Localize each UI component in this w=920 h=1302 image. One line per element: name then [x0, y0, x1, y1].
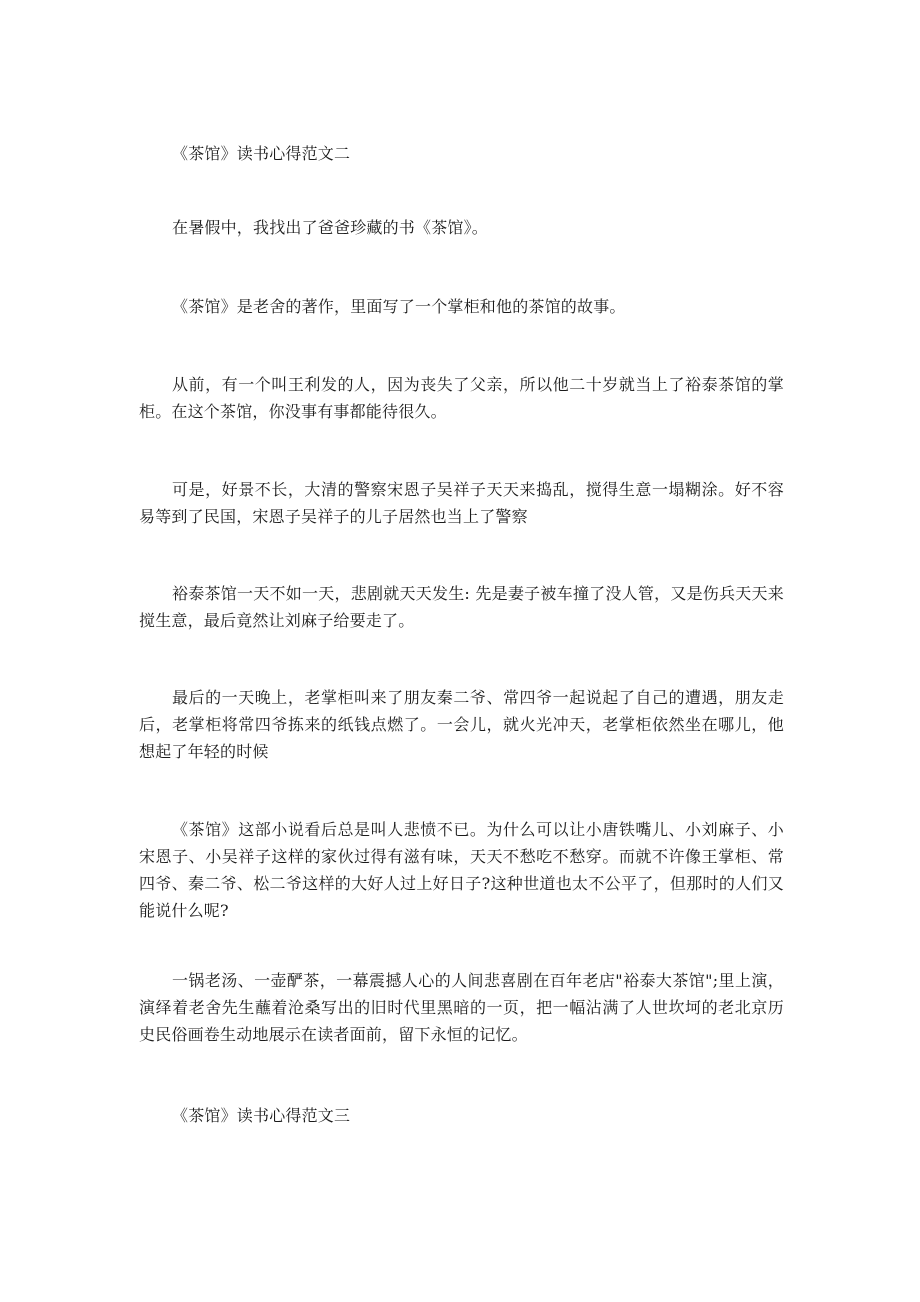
paragraph-7: 《茶馆》这部小说看后总是叫人悲愤不已。为什么可以让小唐铁嘴儿、小刘麻子、小宋恩子、小吴祥子这样的家伙过得有滋有味，天天不愁吃不愁穿。而就不许像王掌柜、常四爷、秦二爷、松二爷这样的大好人过上好日子?这种世道也太不公平了，但那时的人们又能说什么呢? — [139, 820, 784, 920]
heading-essay-two: 《茶馆》读书心得范文二 — [172, 144, 351, 163]
paragraph-1: 在暑假中，我找出了爸爸珍藏的书《茶馆》。 — [172, 218, 489, 237]
paragraph-6: 最后的一天晚上，老掌柜叫来了朋友秦二爷、常四爷一起说起了自己的遭遇，朋友走后，老掌柜将常四爷拣来的纸钱点燃了。一会儿，就火光冲天，老掌柜依然坐在哪儿，他想起了年轻的时候 — [139, 688, 784, 761]
paragraph-2: 《茶馆》是老舍的著作，里面写了一个掌柜和他的茶馆的故事。 — [172, 297, 626, 316]
paragraph-8: 一锅老汤、一壶酽茶，一幕震撼人心的人间悲喜剧在百年老店"裕泰大茶馆";里上演，演绎着老舍先生蘸着沧桑写出的旧时代里黑暗的一页，把一幅沾满了人世坎坷的老北京历史民俗画卷生动地展示在读者面前，留下永恒的记忆。 — [139, 971, 784, 1044]
paragraph-3: 从前，有一个叫王利发的人，因为丧失了父亲，所以他二十岁就当上了裕泰茶馆的掌柜。在这个茶馆，你没事有事都能待很久。 — [139, 375, 784, 421]
paragraph-5: 裕泰茶馆一天不如一天，悲剧就天天发生: 先是妻子被车撞了没人管，又是伤兵天天来搅生意，最后竟然让刘麻子给要走了。 — [139, 584, 784, 630]
heading-essay-three: 《茶馆》读书心得范文三 — [172, 1106, 351, 1125]
paragraph-4: 可是，好景不长，大清的警察宋恩子吴祥子天天来捣乱，搅得生意一塌糊涂。好不容易等到了民国，宋恩子吴祥子的儿子居然也当上了警察 — [139, 480, 784, 526]
